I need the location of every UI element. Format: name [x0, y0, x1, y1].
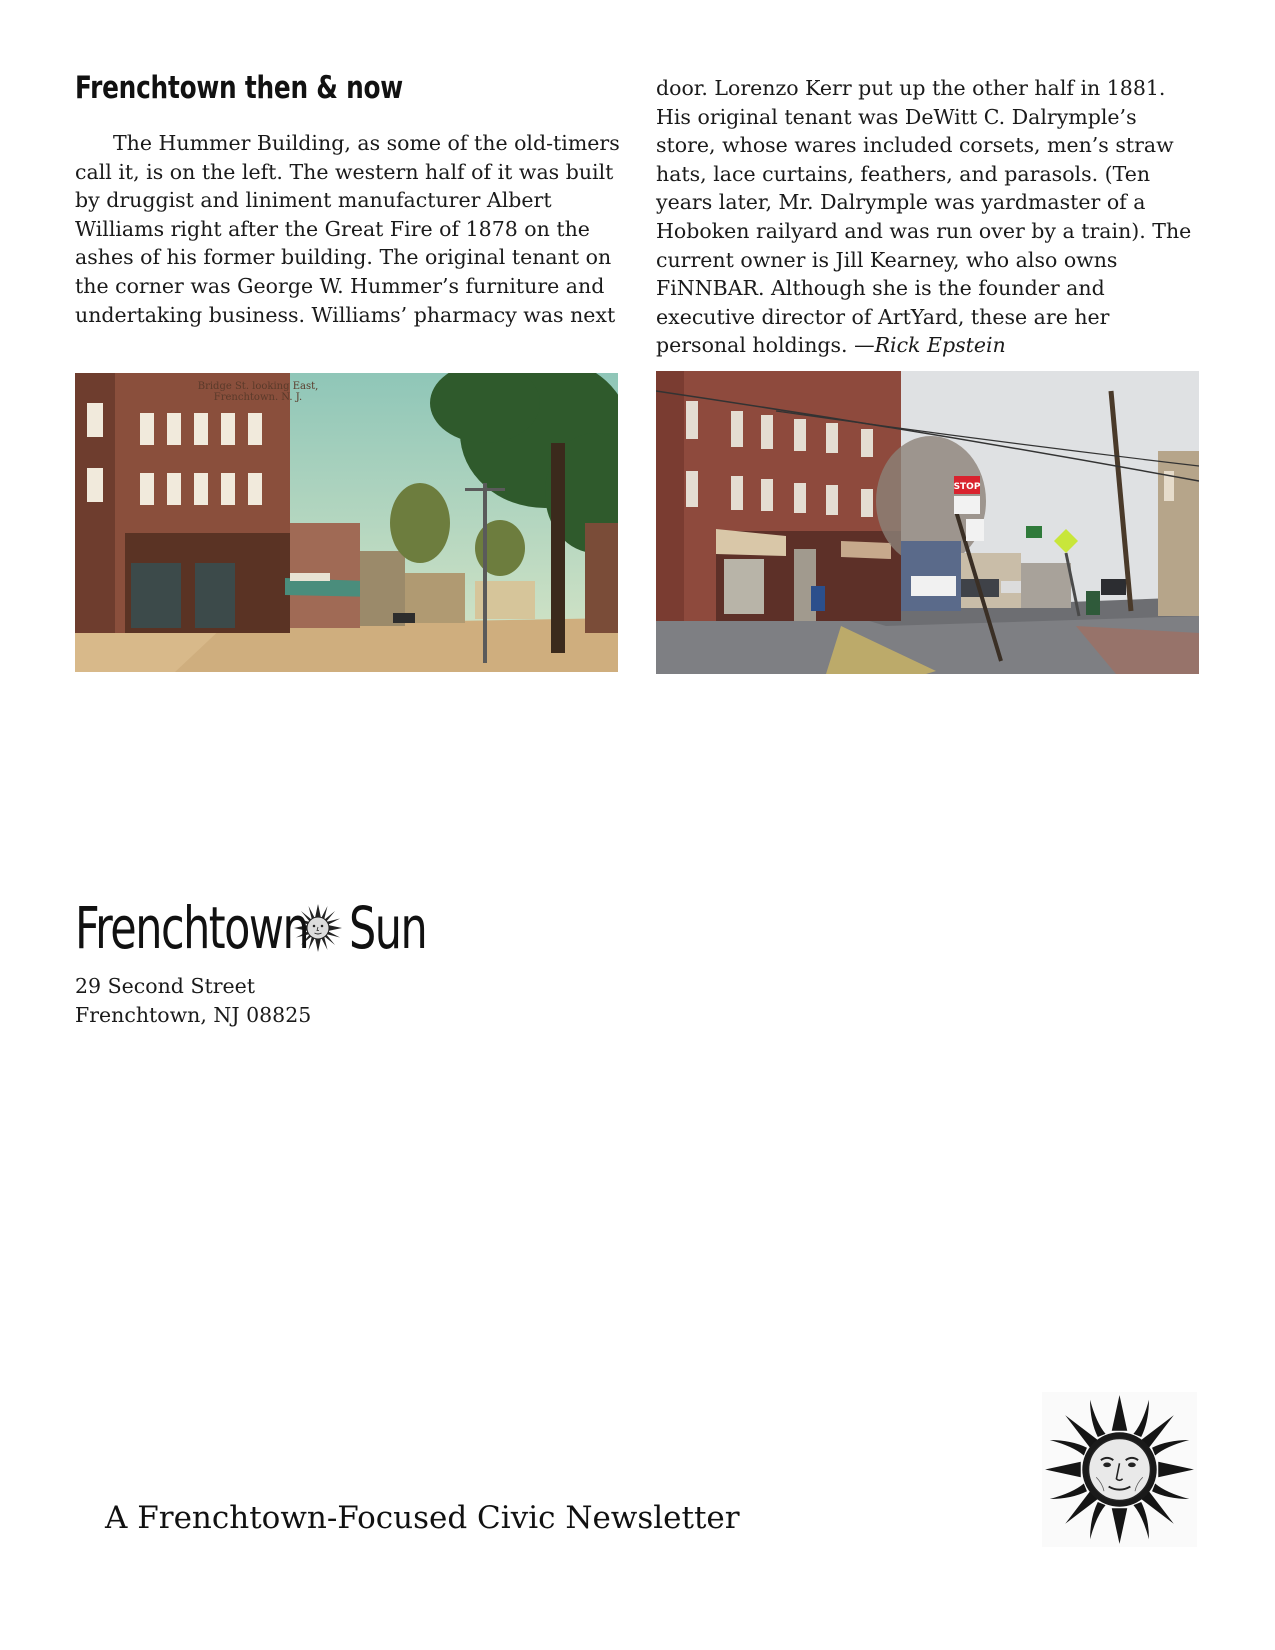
article-column-right	[656, 74, 1196, 360]
address-line-1: 29 Second Street	[75, 974, 256, 998]
masthead	[75, 893, 454, 963]
stop-sign-text: STOP	[953, 482, 981, 492]
postcard-caption-line2: Frenchtown. N. J.	[213, 392, 303, 403]
historic-postcard-illustration	[75, 373, 618, 672]
article-title: Frenchtown then & now	[75, 70, 403, 106]
postcard-caption-line1: Bridge St. looking East,	[197, 381, 319, 392]
address-line-2: Frenchtown, NJ 08825	[75, 1002, 312, 1027]
newsletter-tagline: A Frenchtown-Focused Civic Newsletter	[105, 1500, 740, 1536]
mailing-address	[75, 972, 311, 1029]
current-street-photo	[656, 371, 1199, 674]
article-paragraph-right: door. Lorenzo Kerr put up the other half in 1881. His original tenant was DeWitt C. Dalrymple’s store, whose wares included corsets, men’s straw hats, lace curtains, feathers, and parasols. (Ten years later, Mr. Dalrymple was yardmaster of a Hoboken railyard and was run over by a train). The current owner is Jill Kearney, who also owns FiNNBAR. Although she is the founder and executive director of ArtYard, these are her personal holdings. —	[656, 76, 1192, 358]
historic-postcard-photo	[75, 373, 618, 672]
sun-face-icon	[1042, 1392, 1197, 1547]
masthead-name-part1: Frenchtown	[75, 894, 309, 962]
article-paragraph-left: The Hummer Building, as some of the old-timers call it, is on the left. The western half of it was built by druggist and liniment manufacturer Albert Williams right after the Great Fire of 1878 on the ashes of his former building. The original tenant on the corner was George W. Hummer’s furniture and undertaking business. Williams’ pharmacy was next	[75, 131, 620, 327]
masthead-name-part2: Sun	[349, 894, 427, 962]
article-column-left	[75, 129, 620, 329]
current-street-illustration	[656, 371, 1199, 674]
article-byline: Rick Epstein	[874, 333, 1006, 358]
